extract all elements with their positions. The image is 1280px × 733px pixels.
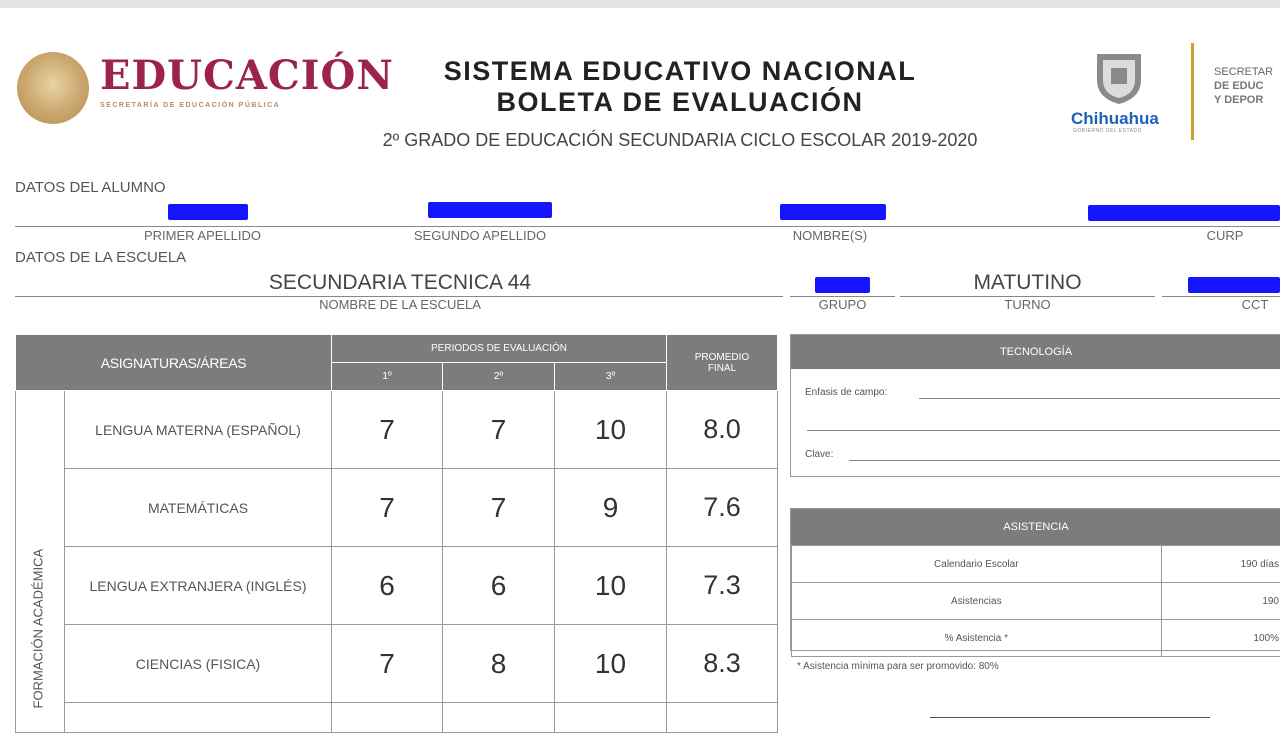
subject-cell: MATEMÁTICAS: [65, 469, 332, 547]
technology-panel: [790, 334, 1280, 477]
subject-cell: LENGUA EXTRANJERA (INGLÉS): [65, 547, 332, 625]
attendance-footnote: * Asistencia mínima para ser promovido: 80%: [797, 661, 999, 672]
shift-value: MATUTINO: [900, 271, 1155, 295]
table-row: [16, 469, 778, 547]
subjects-header: ASIGNATURAS/ÁREAS: [16, 335, 332, 391]
edu-subtitle: SECRETARÍA DE EDUCACIÓN PÚBLICA: [100, 102, 280, 109]
attendance-row: [792, 583, 1280, 620]
redacted-names: [780, 204, 886, 220]
attendance-label: Asistencias: [792, 583, 1162, 620]
header-divider: [1191, 43, 1194, 140]
technology-header: TECNOLOGÍA: [791, 335, 1280, 369]
grade-cell: 9: [555, 469, 667, 547]
table-row: [16, 703, 778, 733]
attendance-row: [792, 546, 1280, 583]
average-header-line-1: PROMEDIO: [668, 352, 776, 363]
key-line: [849, 460, 1280, 461]
empty-cell: [65, 703, 332, 733]
emphasis-line-2: [807, 430, 1280, 431]
shift-label: TURNO: [900, 297, 1155, 312]
curp-label: CURP: [1190, 228, 1260, 243]
attendance-header: ASISTENCIA: [791, 509, 1280, 545]
grade-cell: 7: [332, 391, 443, 469]
period-3-header: 3º: [555, 363, 667, 391]
secretaria-text: [1214, 65, 1273, 107]
secretaria-line-2: DE EDUC: [1214, 80, 1264, 92]
grade-cell: 10: [555, 391, 667, 469]
secretaria-line-1: SECRETAR: [1214, 65, 1273, 79]
first-surname-label: PRIMER APELLIDO: [100, 228, 305, 243]
grades-table: [15, 334, 778, 733]
redacted-cct: [1188, 277, 1280, 293]
table-row: [16, 625, 778, 703]
area-side-label: [16, 391, 65, 733]
empty-cell: [555, 703, 667, 733]
subject-cell: CIENCIAS (FISICA): [65, 625, 332, 703]
table-row: [16, 391, 778, 469]
system-title: SISTEMA EDUCATIVO NACIONAL: [380, 56, 980, 87]
empty-cell: [443, 703, 555, 733]
redacted-first-surname: [168, 204, 248, 220]
area-side-text: FORMACIÓN ACADÉMICA: [31, 569, 46, 709]
attendance-panel: [790, 508, 1280, 651]
grade-cell: 6: [443, 547, 555, 625]
period-2-header: 2º: [443, 363, 555, 391]
school-name-label: NOMBRE DE LA ESCUELA: [250, 297, 550, 312]
grade-cell: 7: [332, 469, 443, 547]
final-average-cell: 7.6: [667, 469, 778, 547]
grade-cell: 6: [332, 547, 443, 625]
grade-cell: 8: [443, 625, 555, 703]
final-average-cell: 8.0: [667, 391, 778, 469]
final-average-cell: 8.3: [667, 625, 778, 703]
group-label: GRUPO: [790, 297, 895, 312]
student-section-label: DATOS DEL ALUMNO: [15, 179, 166, 196]
redacted-group: [815, 277, 870, 293]
periods-header: PERIODOS DE EVALUACIÓN: [332, 335, 667, 363]
report-title: BOLETA DE EVALUACIÓN: [380, 87, 980, 118]
mexico-seal-icon: [17, 52, 89, 124]
edu-title: EDUCACIÓN: [100, 52, 394, 99]
average-header-line-2: FINAL: [668, 363, 776, 374]
attendance-label: Calendario Escolar: [792, 546, 1162, 583]
state-name: Chihuahua: [1071, 109, 1159, 129]
attendance-value: 190: [1161, 583, 1280, 620]
subject-cell: LENGUA MATERNA (ESPAÑOL): [65, 391, 332, 469]
grade-cell: 10: [555, 547, 667, 625]
page-title: [380, 56, 980, 118]
attendance-label: % Asistencia *: [792, 620, 1162, 657]
redacted-curp: [1088, 205, 1280, 221]
chihuahua-shield-icon: [1093, 50, 1145, 106]
empty-cell: [332, 703, 443, 733]
attendance-value: 100%: [1161, 620, 1280, 657]
attendance-row: [792, 620, 1280, 657]
redacted-second-surname: [428, 202, 552, 218]
second-surname-label: SEGUNDO APELLIDO: [370, 228, 590, 243]
school-name: SECUNDARIA TECNICA 44: [200, 271, 600, 295]
grade-cell: 7: [443, 391, 555, 469]
final-average-cell: 7.3: [667, 547, 778, 625]
signature-line: [930, 717, 1210, 718]
grade-line: 2º GRADO DE EDUCACIÓN SECUNDARIA CICLO ESCOLAR 2019-2020: [340, 130, 1020, 151]
emphasis-label: Enfasis de campo:: [805, 387, 887, 398]
grade-cell: 7: [443, 469, 555, 547]
school-section-label: DATOS DE LA ESCUELA: [15, 249, 186, 266]
top-bar: [0, 0, 1280, 8]
table-row: [16, 547, 778, 625]
state-subtitle: GOBIERNO DEL ESTADO: [1073, 128, 1142, 134]
key-label: Clave:: [805, 449, 833, 460]
final-average-header: [667, 335, 778, 391]
cct-label: CCT: [1220, 297, 1280, 312]
empty-cell: [667, 703, 778, 733]
student-underline: [15, 226, 1280, 227]
secretaria-line-3: Y DEPOR: [1214, 94, 1263, 106]
period-1-header: 1º: [332, 363, 443, 391]
emphasis-line: [919, 398, 1280, 399]
attendance-table: [791, 545, 1280, 657]
grade-cell: 10: [555, 625, 667, 703]
attendance-value: 190 días: [1161, 546, 1280, 583]
grade-cell: 7: [332, 625, 443, 703]
names-label: NOMBRE(S): [760, 228, 900, 243]
